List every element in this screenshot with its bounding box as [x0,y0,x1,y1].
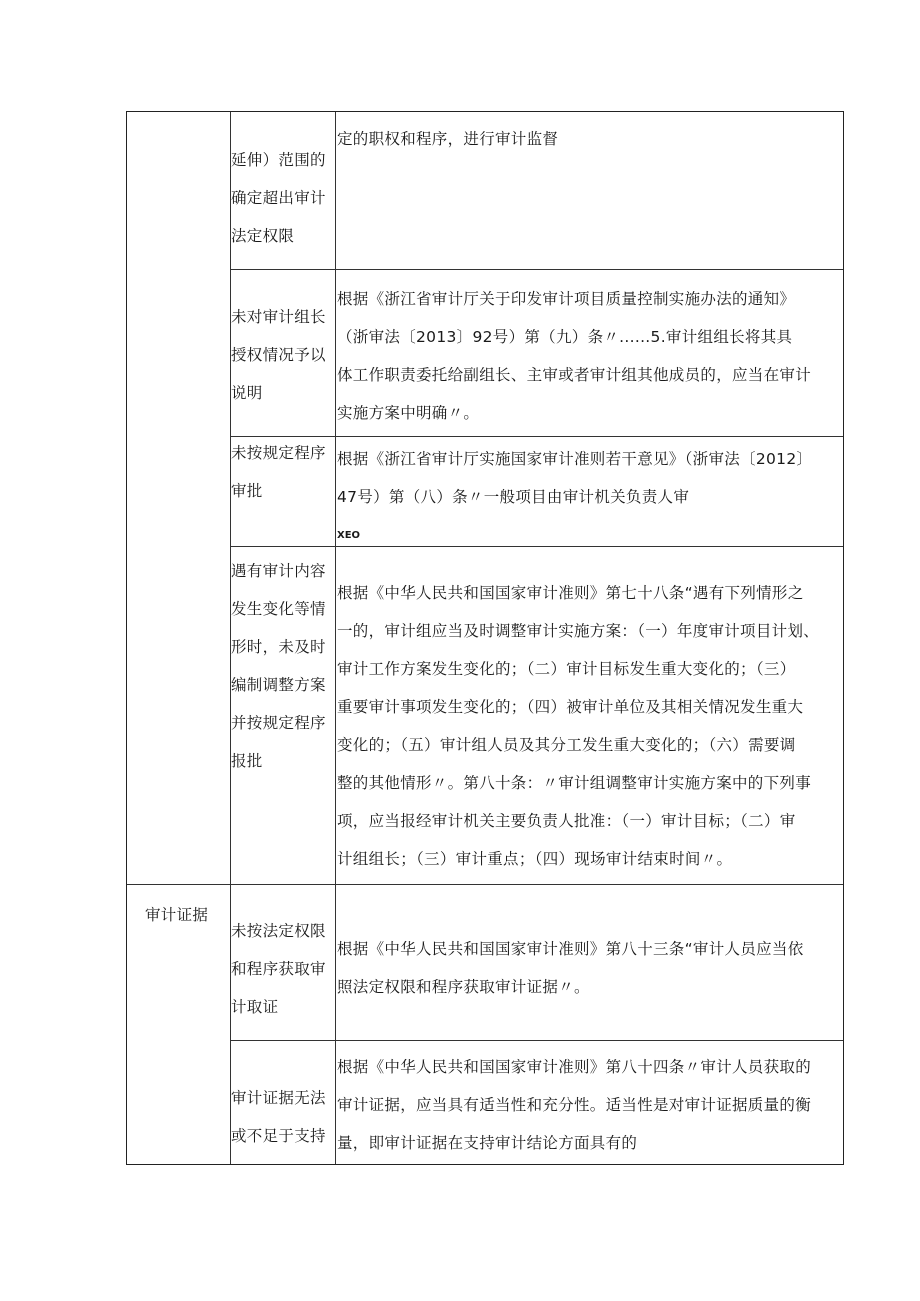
table-row-basis: 根据《中华人民共和国国家审计准则》第七十八条“遇有下列情形之 一的，审计组应当及时调整审计实施方案：（一）年度审计项目计划、 审计工作方案发生变化的；（二）审计目标发生重大变化的；（三） 重要审计事项发生变化的；（四）被审计单位及其相关情况发生重大 变化的；（五）审计组人员及其分工发生重大变化的；（六）需要调 整的其他情形〃。第八十条：〃审计组调整审计实施方案中的下列事 项，应当报经审计机关主要负责人批准：（一）审计目标；（二）审 计组组长；（三）审计重点；（四）现场审计结束时间〃。 [337,584,820,868]
table-row-basis: 根据《浙江省审计厅关于印发审计项目质量控制实施办法的通知》 （浙审法〔2013〕92号）第（九）条〃......5.审计组组长将其具 体工作职责委托给副组长、主审或者审计组其他成员的，应当在审计 实施方案中明确〃。 [337,290,812,422]
audit-table [126,111,844,1165]
table-row-item: 未按规定程序 审批 [231,444,326,500]
table-row-item: 未按法定权限 和程序获取审 计取证 [231,922,326,1016]
table-row-basis: 根据《中华人民共和国国家审计准则》第八十四条〃审计人员获取的 审计证据，应当具有适当性和充分性。适当性是对审计证据质量的衡 量，即审计证据在支持审计结论方面具有的 [337,1058,812,1152]
table-row-item: 未对审计组长 授权情况予以 说明 [231,308,326,402]
table-row-basis: 根据《浙江省审计厅实施国家审计准则若干意见》（浙审法〔2012〕 47号）第（八）条〃一般项目由审计机关负责人审 [337,450,813,506]
row-divider [230,1040,843,1041]
row-divider [127,884,843,885]
table-row-item: 遇有审计内容 发生变化等情 形时，未及时 编制调整方案 并按规定程序 报批 [231,562,326,770]
table-row-note: XEO [337,530,361,541]
table-row-category: 审计证据 [145,906,209,924]
row-divider [230,269,843,270]
table-row-item: 审计证据无法 或不足于支持 [231,1089,326,1145]
row-divider [230,546,843,547]
table-row-basis: 定的职权和程序，进行审计监督 [337,130,559,148]
table-row-basis: 根据《中华人民共和国国家审计准则》第八十三条“审计人员应当依 照法定权限和程序获取审计证据〃。 [337,940,804,996]
table-row-item: 延伸）范围的 确定超出审计 法定权限 [231,151,326,245]
